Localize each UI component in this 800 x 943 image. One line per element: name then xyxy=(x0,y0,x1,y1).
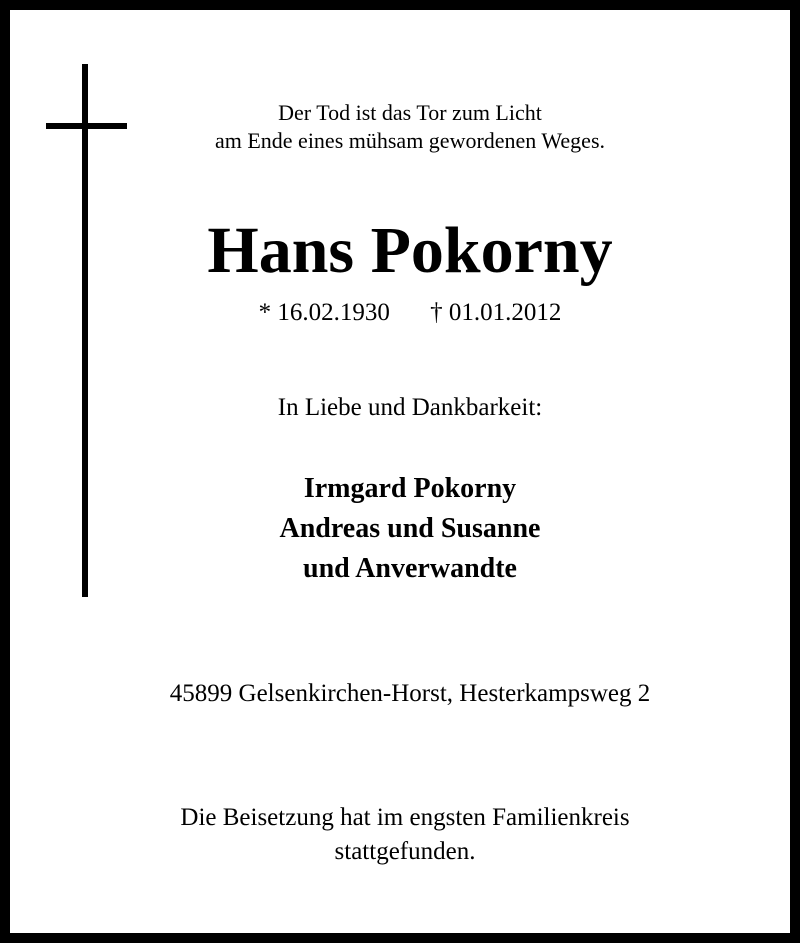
address: 45899 Gelsenkirchen-Horst, Hesterkampsweg 2 xyxy=(169,680,651,707)
life-dates xyxy=(10,296,800,330)
mourners-list xyxy=(10,469,800,589)
death-date: † 01.01.2012 xyxy=(430,299,562,326)
dedication: In Liebe und Dankbarkeit: xyxy=(277,394,543,421)
notice-line-2: stattgefunden. xyxy=(334,838,476,865)
mourner-2: Andreas und Susanne xyxy=(279,513,541,544)
funeral-notice xyxy=(5,801,800,869)
notice-line-1: Die Beisetzung hat im engsten Familienkreis xyxy=(180,804,630,831)
mourner-3: und Anverwandte xyxy=(303,553,517,584)
motto-line-2: am Ende eines mühsam gewordenen Weges. xyxy=(214,128,606,153)
deceased-name: Hans Pokorny xyxy=(207,214,613,287)
mourner-1: Irmgard Pokorny xyxy=(303,473,517,504)
motto-line-1: Der Tod ist das Tor zum Licht xyxy=(278,100,542,125)
motto xyxy=(10,99,800,155)
birth-date: * 16.02.1930 xyxy=(258,299,390,326)
